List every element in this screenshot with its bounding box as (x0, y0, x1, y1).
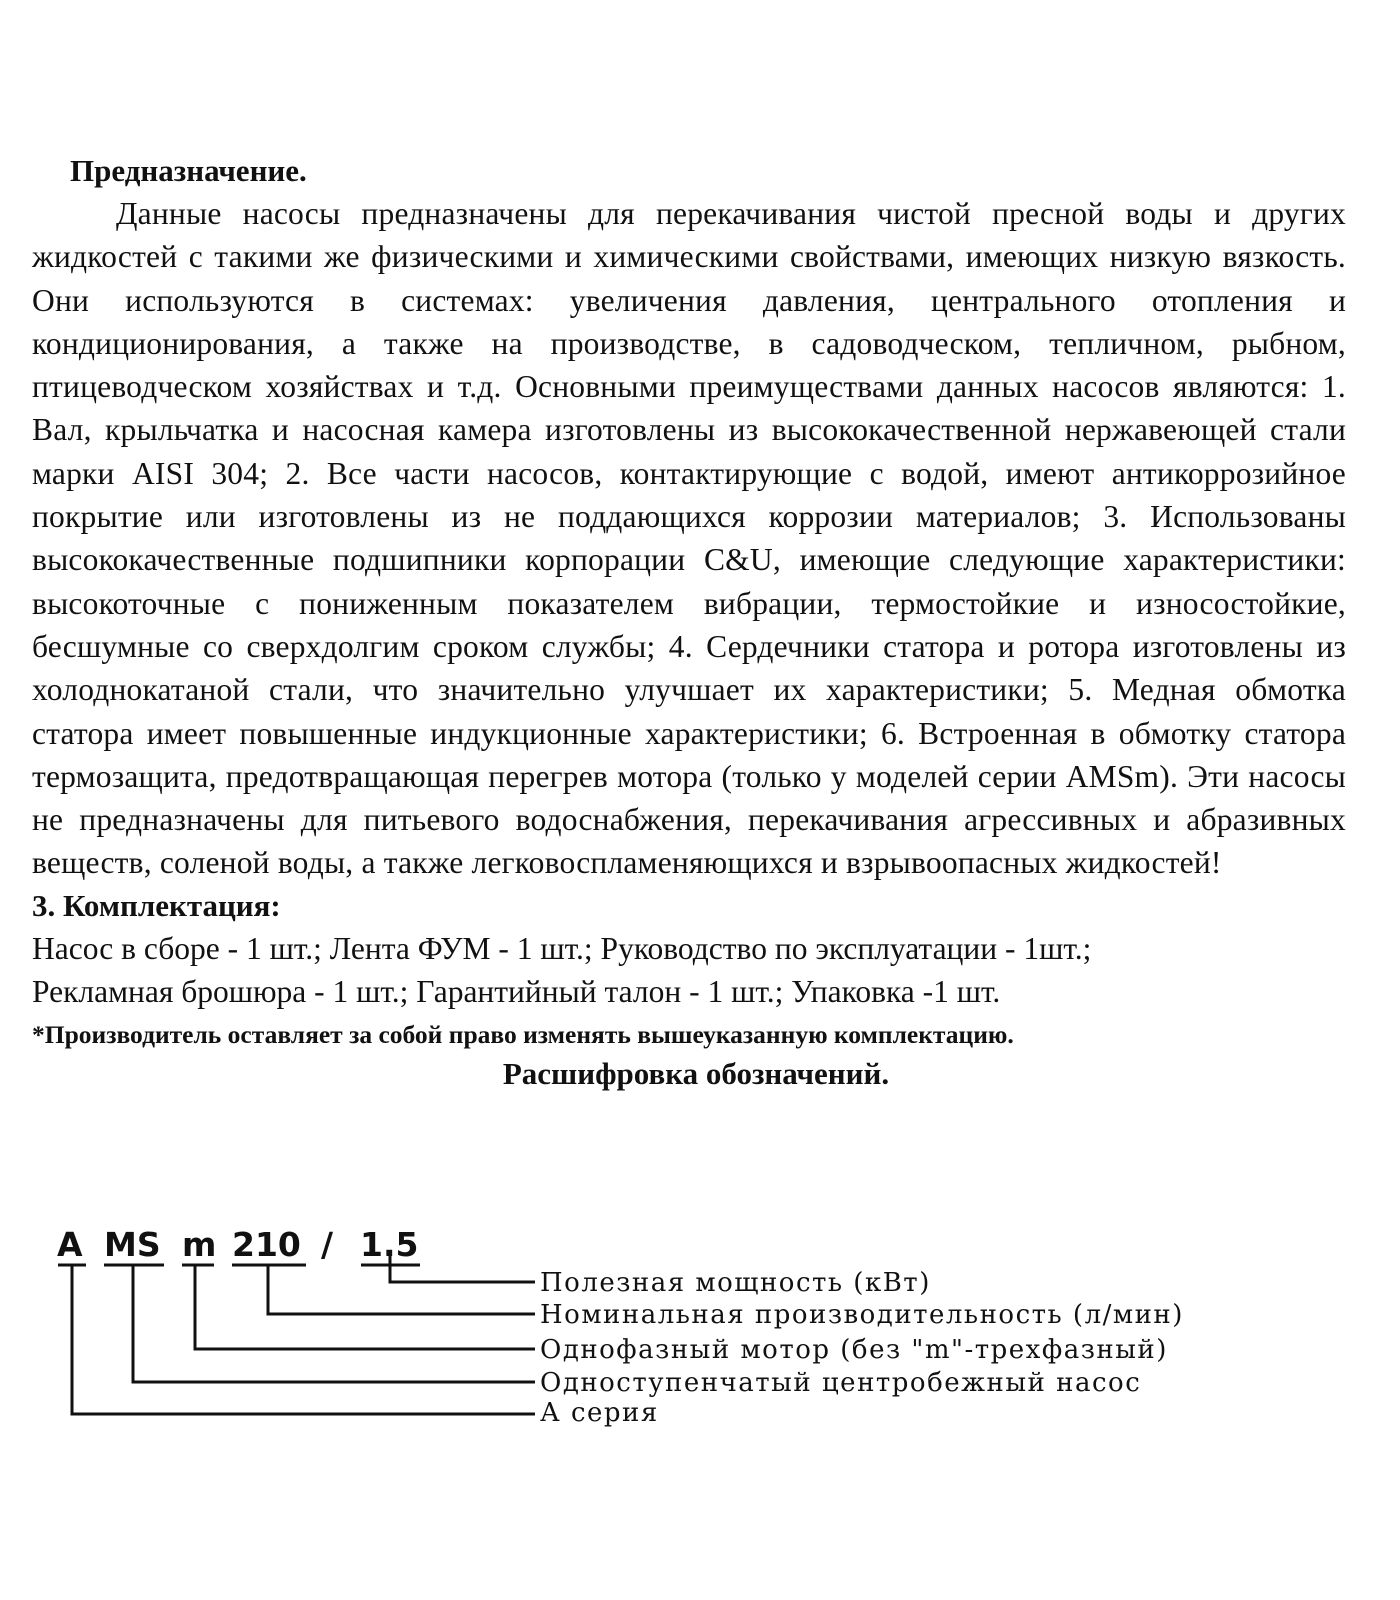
legend-series: А серия (540, 1398, 659, 1428)
kit-line-1: Насос в сборе - 1 шт.; Лента ФУМ - 1 шт.; Руководство по эксплуатации - 1шт.; (32, 930, 1092, 966)
leader-series (72, 1265, 535, 1414)
designation-diagram (0, 1220, 1400, 1430)
code-letter-m: m (182, 1225, 217, 1264)
code-power: 1.5 (360, 1225, 419, 1264)
code-letters-ms: MS (104, 1225, 161, 1264)
legend-motor: Однофазный мотор (без "m"-трехфазный) (540, 1335, 1168, 1365)
leader-capacity (268, 1265, 535, 1314)
code-number: 210 (232, 1225, 301, 1264)
legend-capacity: Номинальная производительность (л/мин) (540, 1300, 1184, 1330)
code-slash: / (321, 1225, 334, 1264)
kit-title: 3. Комплектация: (32, 887, 281, 923)
decoding-title: Расшифровка обозначений. (502, 1055, 890, 1091)
leader-lines (72, 1253, 535, 1414)
leader-motor (195, 1265, 535, 1349)
code-letter-a: A (57, 1225, 83, 1264)
kit-line-2: Рекламная брошюра - 1 шт.; Гарантийный талон - 1 шт.; Упаковка -1 шт. (32, 973, 1001, 1009)
legend-power: Полезная мощность (кВт) (540, 1268, 931, 1298)
document-page (32, 150, 1346, 1095)
purpose-text: Данные насосы предназначены для перекачивания чистой пресной воды и других жидкостей с такими же физическими и химическими свойствами, имеющих низкую вязкость. Они используются в системах: увеличения давления, центрального отопления и кондиционирования, а также на производстве, в садоводческом, тепличном, рыбном, птицеводческом хозяйствах и т.д. Основными преимуществами данных насосов являются: 1. Вал, крыльчатка и насосная камера изготовлены из высококачественной нержавеющей стали марки AISI 304; 2. Все части насосов, контактирующие с водой, имеют антикоррозийное покрытие или изготовлены из не поддающихся коррозии материалов; 3. Использованы высококачественные подшипники корпорации C&U, имеющие следующие характеристики: высокоточные с пониженным показателем вибрации, термостойкие и износостойкие, бесшумные со сверхдолгим сроком службы; 4. Сердечники статора и ротора изготовлены из холоднокатаной стали, что значительно улучшает их характеристики; 5. Медная обмотка статора имеет повышенные индукционные характеристики; 6. Встроенная в обмотку статора термозащита, предотвращающая перегрев мотора (только у моделей серии AMSm). Эти насосы не предназначены для питьевого водоснабжения, перекачивания агрессивных и абразивных веществ, соленой воды, а также легковоспламеняющихся и взрывоопасных жидкостей! (32, 196, 1346, 881)
kit-note: *Производитель оставляет за собой право изменять вышеуказанную комплектацию. (32, 1019, 1014, 1049)
purpose-title: Предназначение. (70, 153, 307, 188)
legend-pump: Одноступенчатый центробежный насос (540, 1368, 1142, 1398)
